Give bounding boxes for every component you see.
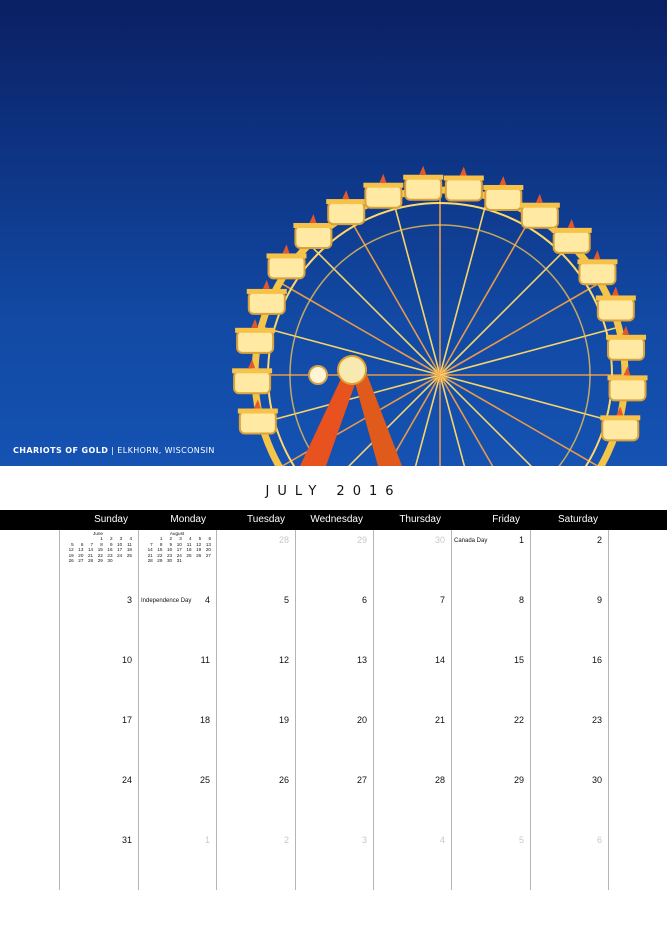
holiday-label: Canada Day — [454, 538, 488, 544]
day-cell[interactable] — [138, 710, 216, 770]
day-cell[interactable] — [59, 770, 138, 830]
mini-calendar-day — [113, 558, 123, 563]
day-number: 2 — [596, 535, 602, 545]
mini-calendar-day: 9 — [109, 541, 113, 547]
day-number: 16 — [591, 655, 602, 665]
day-number: 9 — [596, 595, 602, 605]
day-number: 5 — [518, 835, 524, 845]
day-number: 12 — [278, 655, 289, 665]
mini-calendar-day: 16 — [166, 547, 173, 553]
day-number: 4 — [439, 835, 445, 845]
mini-calendar-day: 6 — [208, 536, 211, 542]
day-number: 23 — [591, 715, 602, 725]
mini-calendar-next — [143, 531, 211, 563]
mini-calendar-day: 25 — [126, 552, 132, 558]
day-cell[interactable] — [451, 830, 530, 890]
day-cell[interactable] — [138, 590, 216, 650]
day-cell[interactable] — [138, 650, 216, 710]
mini-calendar-day: 14 — [147, 547, 153, 553]
mini-calendar-day — [201, 558, 211, 563]
day-cell[interactable] — [295, 830, 373, 890]
mini-calendar-day: 11 — [127, 541, 132, 547]
day-number: 14 — [434, 655, 445, 665]
day-cell[interactable] — [295, 650, 373, 710]
mini-calendar-day: 19 — [68, 552, 74, 558]
mini-calendar-day: 31 — [176, 558, 182, 564]
mini-calendar-day: 13 — [205, 541, 211, 547]
day-cell[interactable] — [295, 770, 373, 830]
mini-calendar-day: 20 — [205, 547, 211, 553]
mini-calendar-day: 17 — [176, 547, 182, 553]
mini-calendar-day: 10 — [117, 541, 123, 547]
day-cell[interactable] — [216, 710, 295, 770]
day-cell[interactable] — [530, 530, 608, 590]
day-cell[interactable] — [373, 530, 451, 590]
mini-calendar-day: 30 — [166, 558, 173, 564]
mini-calendar-day: 9 — [169, 541, 173, 547]
day-number: 29 — [356, 535, 367, 545]
day-number: 31 — [121, 835, 132, 845]
mini-calendar-day: 1 — [100, 536, 103, 542]
day-number: 28 — [278, 535, 289, 545]
day-cell[interactable] — [138, 830, 216, 890]
day-number: 6 — [596, 835, 602, 845]
mini-calendar-day: 26 — [68, 558, 74, 564]
mini-calendar-day: 20 — [78, 552, 84, 558]
mini-calendar-day: 1 — [159, 536, 163, 542]
mini-calendar-day: 10 — [176, 541, 182, 547]
day-number: 3 — [361, 835, 367, 845]
day-number: 3 — [126, 595, 132, 605]
day-cell[interactable] — [216, 770, 295, 830]
caption-title: CHARIOTS OF GOLD — [13, 446, 109, 455]
mini-calendar-day: 25 — [186, 552, 192, 558]
ferris-wheel-photo — [0, 0, 667, 466]
mini-calendar-day: 5 — [71, 541, 74, 547]
day-cell[interactable] — [373, 830, 451, 890]
mini-calendar-day: 23 — [107, 552, 113, 558]
day-cell[interactable] — [216, 650, 295, 710]
weekday-thursday: Thursday — [399, 514, 441, 525]
day-cell[interactable] — [59, 590, 138, 650]
mini-calendar-title: June — [93, 531, 103, 536]
day-number: 8 — [518, 595, 524, 605]
mini-calendar-day: 5 — [198, 536, 202, 542]
day-number: 10 — [121, 655, 132, 665]
day-number: 26 — [278, 775, 289, 785]
ferris-wheel-illustration — [0, 0, 667, 466]
day-cell[interactable] — [216, 830, 295, 890]
day-cell[interactable] — [373, 770, 451, 830]
day-cell[interactable] — [530, 770, 608, 830]
day-cell[interactable] — [295, 710, 373, 770]
mini-calendar-day: 3 — [179, 536, 182, 542]
day-number: 19 — [278, 715, 289, 725]
day-number: 21 — [434, 715, 445, 725]
day-cell[interactable] — [59, 650, 138, 710]
mini-calendar-day: 28 — [147, 558, 153, 564]
mini-calendar-day: 3 — [119, 536, 123, 542]
day-number: 29 — [513, 775, 524, 785]
mini-calendar-day: 14 — [87, 547, 94, 553]
day-cell[interactable] — [451, 770, 530, 830]
mini-calendar-day: 6 — [80, 541, 84, 547]
weekday-monday: Monday — [170, 514, 206, 525]
mini-calendar-day: 24 — [176, 552, 182, 558]
day-cell[interactable] — [451, 650, 530, 710]
mini-calendar-day: 12 — [196, 541, 202, 547]
caption-separator: | — [111, 446, 115, 455]
mini-calendar-day: 7 — [150, 541, 153, 547]
mini-calendar-day: 18 — [186, 547, 192, 553]
mini-calendar-day: 28 — [87, 558, 94, 564]
mini-calendar-day — [192, 558, 202, 563]
mini-calendar-day: 27 — [78, 558, 84, 564]
mini-calendar-day: 21 — [147, 552, 153, 558]
day-number: 18 — [199, 715, 210, 725]
mini-calendar-day: 18 — [126, 547, 132, 553]
holiday-label: Independence Day — [141, 598, 192, 604]
day-number: 2 — [283, 835, 289, 845]
day-number: 6 — [361, 595, 367, 605]
mini-calendar-day: 23 — [166, 552, 173, 558]
day-cell[interactable] — [530, 710, 608, 770]
day-cell[interactable] — [451, 590, 530, 650]
day-number: 28 — [434, 775, 445, 785]
day-cell[interactable] — [59, 530, 138, 590]
day-number: 17 — [121, 715, 132, 725]
day-number: 11 — [200, 655, 210, 665]
day-cell[interactable] — [216, 530, 295, 590]
mini-calendar-title: August — [169, 531, 185, 536]
day-cell[interactable] — [530, 590, 608, 650]
mini-calendar-day — [182, 558, 192, 563]
mini-calendar-day: 29 — [97, 558, 103, 564]
mini-calendar-day — [122, 558, 132, 563]
mini-calendar-day: 19 — [196, 547, 202, 553]
day-number: 30 — [591, 775, 602, 785]
day-cell[interactable] — [373, 710, 451, 770]
day-cell[interactable] — [530, 830, 608, 890]
day-cell[interactable] — [59, 710, 138, 770]
day-number: 13 — [356, 655, 367, 665]
day-cell[interactable] — [373, 590, 451, 650]
day-cell[interactable] — [530, 650, 608, 710]
mini-calendar-day: 26 — [196, 552, 202, 558]
mini-calendar-day: 21 — [87, 552, 94, 558]
calendar-grid — [0, 530, 667, 890]
mini-calendar-day: 27 — [205, 552, 211, 558]
day-cell[interactable] — [138, 530, 216, 590]
day-cell[interactable] — [216, 590, 295, 650]
mini-calendar-day: 30 — [107, 558, 113, 564]
mini-calendar-day: 13 — [78, 547, 84, 553]
day-number: 4 — [204, 595, 210, 605]
mini-calendar-day: 22 — [97, 552, 103, 558]
mini-calendar-day: 8 — [159, 541, 163, 547]
day-cell[interactable] — [373, 650, 451, 710]
weekday-tuesday: Tuesday — [247, 514, 285, 525]
caption-location: ELKHORN, WISCONSIN — [117, 446, 215, 455]
mini-calendar-day: 17 — [117, 547, 123, 553]
mini-calendar-day: 7 — [90, 541, 94, 547]
day-cell[interactable] — [59, 830, 138, 890]
day-number: 1 — [204, 835, 210, 845]
mini-calendar-day: 4 — [129, 536, 132, 542]
day-number: 7 — [439, 595, 445, 605]
day-cell[interactable] — [451, 530, 530, 590]
day-number: 1 — [518, 535, 524, 545]
weekday-wednesday: Wednesday — [310, 514, 363, 525]
mini-calendar-day: 2 — [109, 536, 113, 542]
day-cell[interactable] — [295, 590, 373, 650]
weekday-header — [0, 510, 667, 530]
day-number: 24 — [121, 775, 132, 785]
mini-calendar-day: 11 — [186, 541, 192, 547]
mini-calendar-prev — [64, 531, 132, 563]
month-title: JULY 2016 — [265, 484, 402, 499]
mini-calendar-day: 15 — [97, 547, 103, 553]
mini-calendar-day: 4 — [188, 536, 192, 542]
mini-calendar-day: 22 — [157, 552, 163, 558]
mini-calendar-day: 24 — [117, 552, 123, 558]
day-cell[interactable] — [138, 770, 216, 830]
photo-caption — [13, 446, 215, 455]
day-number: 30 — [434, 535, 445, 545]
day-number: 5 — [283, 595, 289, 605]
grid-line — [608, 530, 609, 890]
mini-calendar-day: 29 — [157, 558, 163, 564]
mini-calendar-day: 2 — [169, 536, 173, 542]
day-number: 15 — [513, 655, 524, 665]
weekday-saturday: Saturday — [557, 514, 598, 525]
day-number: 27 — [356, 775, 367, 785]
mini-calendar-day: 8 — [100, 541, 103, 547]
weekday-friday: Friday — [492, 514, 520, 525]
day-cell[interactable] — [295, 530, 373, 590]
weekday-sunday: Sunday — [94, 514, 128, 525]
mini-calendar-day: 15 — [157, 547, 163, 553]
mini-calendar-day: 12 — [68, 547, 74, 553]
day-cell[interactable] — [451, 710, 530, 770]
day-number: 20 — [356, 715, 367, 725]
day-number: 22 — [513, 715, 524, 725]
mini-calendar-day: 16 — [107, 547, 113, 553]
day-number: 25 — [199, 775, 210, 785]
